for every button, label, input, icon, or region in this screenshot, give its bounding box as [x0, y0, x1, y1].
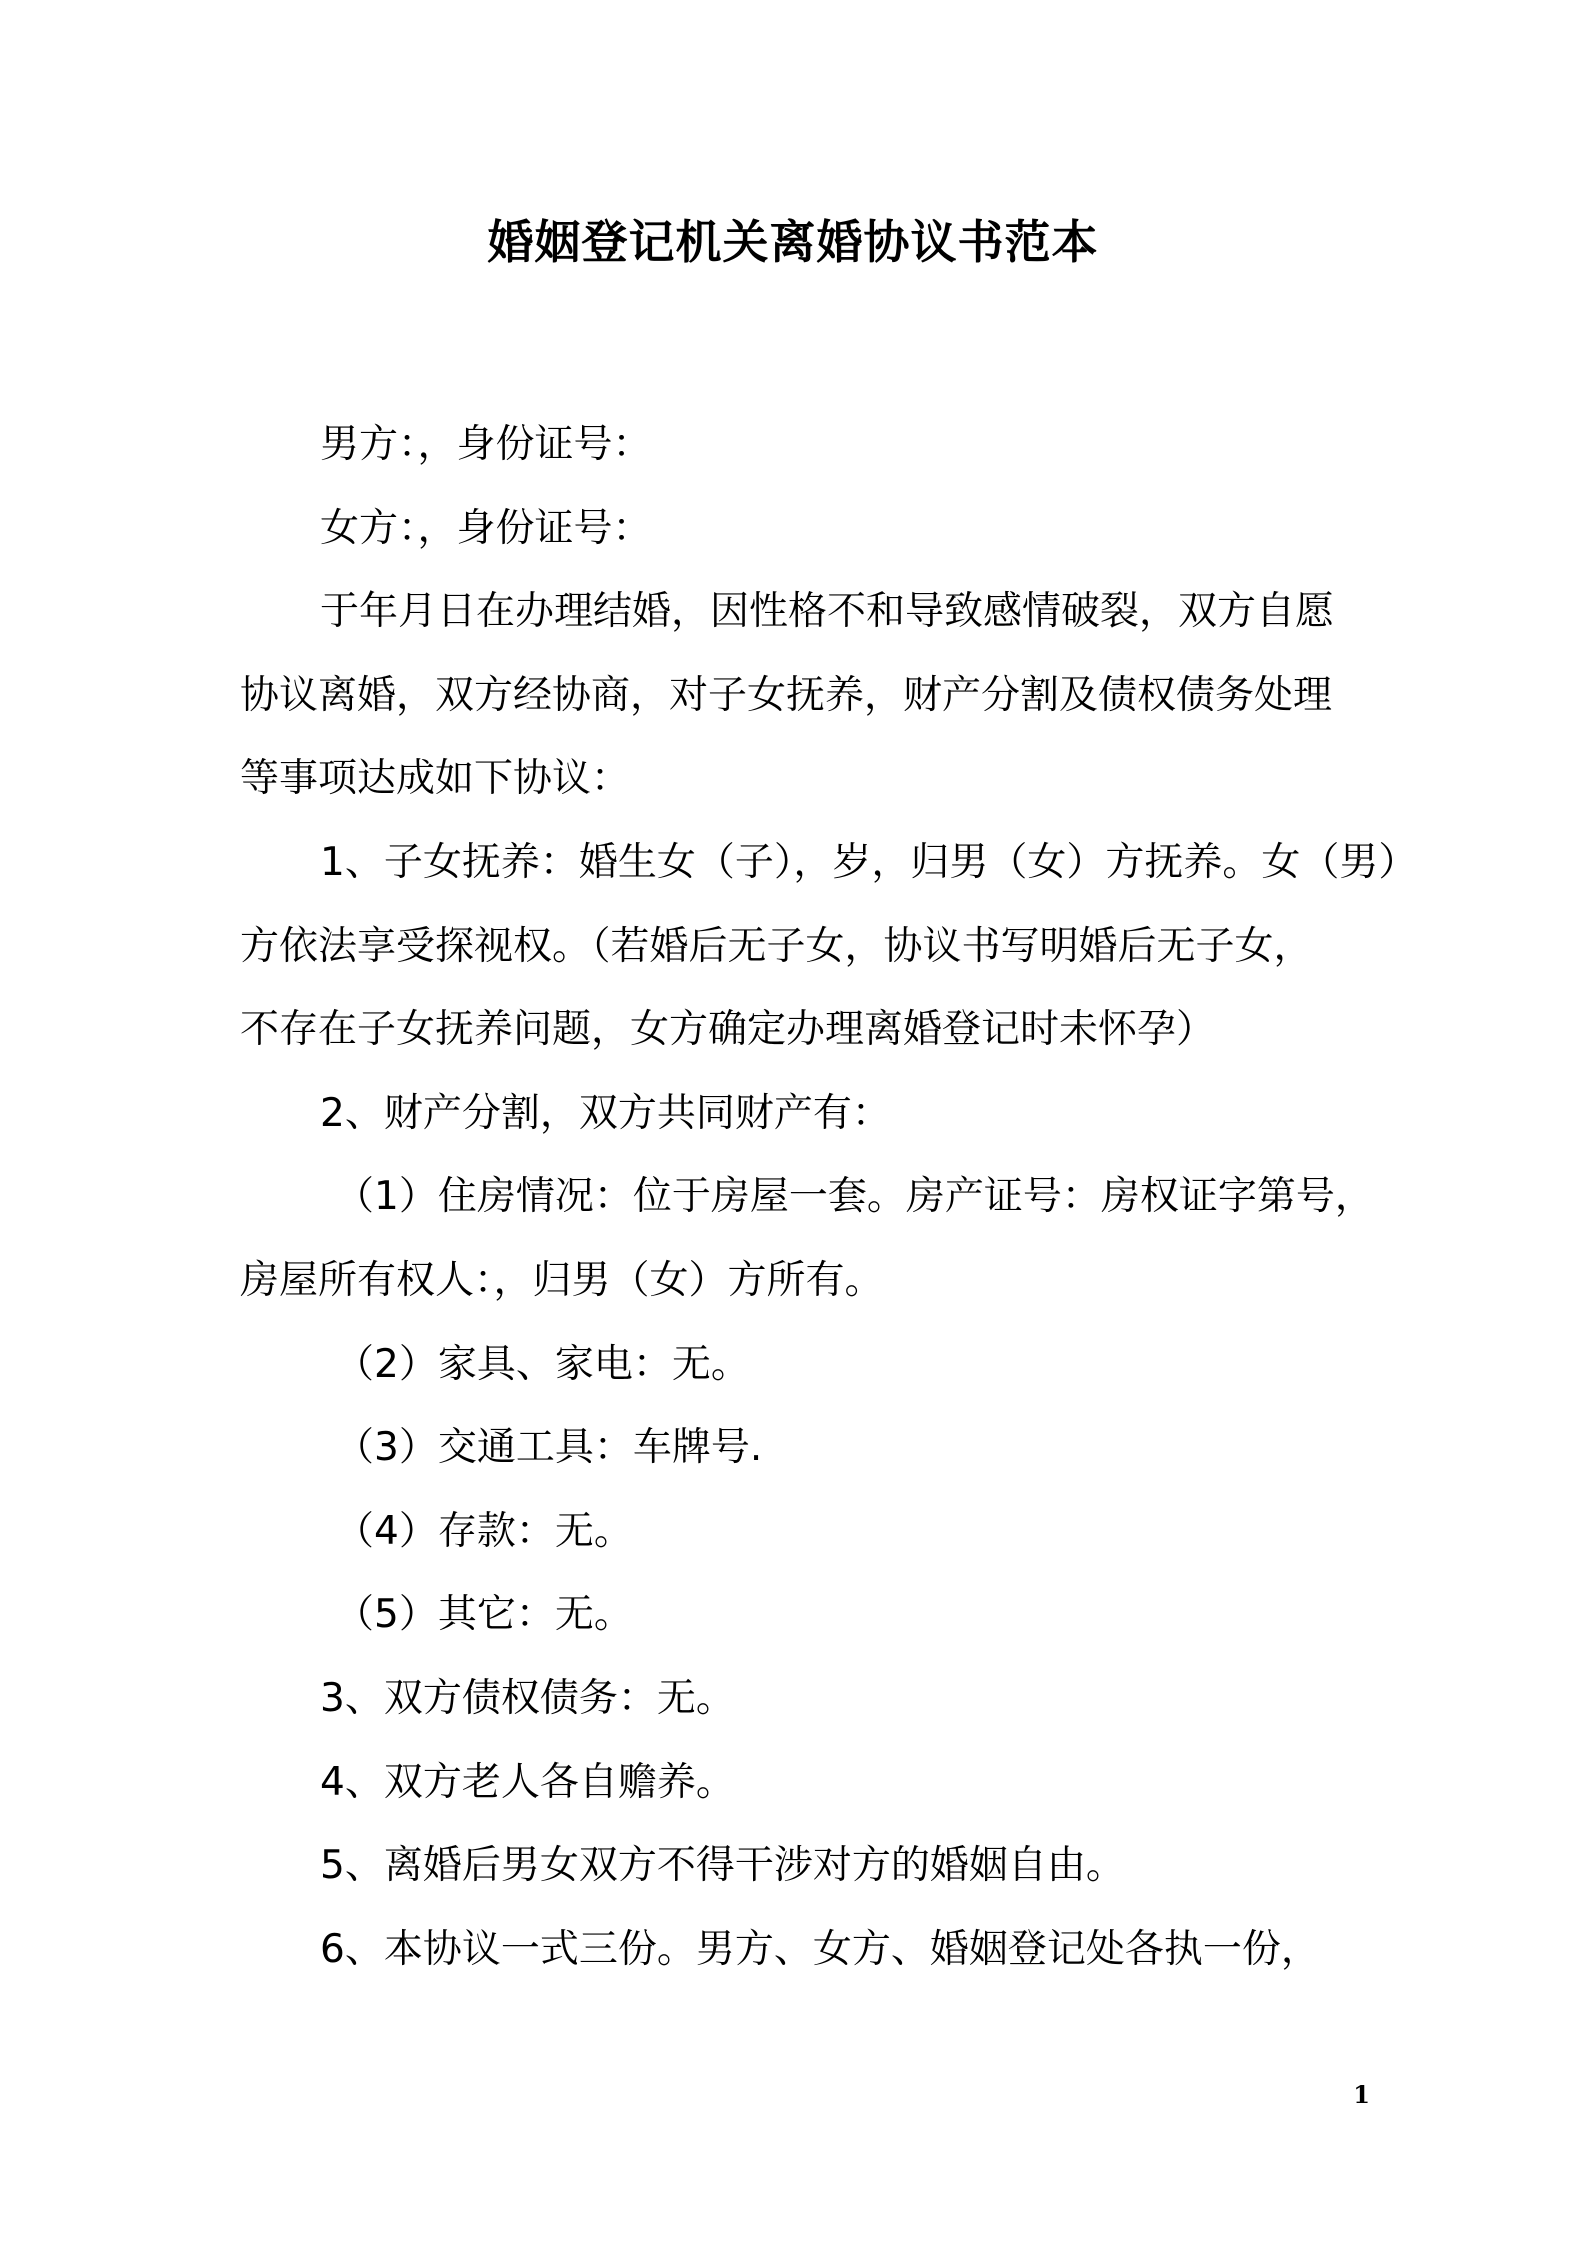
paragraph-intro-line-2: 协议离婚，双方经协商，对子女抚养，财产分割及债权债务处理 — [240, 672, 1333, 718]
clause-1-line-2: 方依法享受探视权。（若婚后无子女，协议书写明婚后无子女， — [240, 923, 1313, 969]
document-body — [240, 403, 1418, 1991]
clause-2-item-3: （3）交通工具：车牌号. — [335, 1425, 763, 1471]
clause-2-item-5: （5）其它：无。 — [335, 1592, 633, 1638]
clause-2-heading: 2、财产分割，双方共同财产有： — [320, 1090, 891, 1136]
clause-2-item-1-line-1: （1）住房情况：位于房屋一套。房产证号：房权证字第号， — [335, 1174, 1374, 1220]
clause-2-item-1-line-2: 房屋所有权人：，归男（女）方所有。 — [240, 1257, 884, 1303]
document-title: 婚姻登记机关离婚协议书范本 — [487, 215, 1099, 269]
paragraph-intro-line-3: 等事项达成如下协议： — [240, 756, 631, 802]
clause-1-line-3: 不存在子女抚养问题，女方确定办理离婚登记时未怀孕） — [240, 1007, 1216, 1053]
clause-2-item-2: （2）家具、家电：无。 — [335, 1341, 750, 1387]
clause-2-item-4: （4）存款：无。 — [335, 1508, 633, 1554]
clause-3: 3、双方债权债务：无。 — [320, 1675, 735, 1721]
clause-1-line-1: 1、子女抚养：婚生女（子），岁，归男（女）方抚养。女（男） — [320, 839, 1418, 885]
line-woman-id: 女方：，身份证号： — [320, 505, 652, 551]
paragraph-intro-line-1: 于年月日在办理结婚，因性格不和导致感情破裂，双方自愿 — [320, 589, 1335, 635]
clause-6: 6、本协议一式三份。男方、女方、婚姻登记处各执一份， — [320, 1926, 1320, 1972]
clause-4: 4、双方老人各自赡养。 — [320, 1759, 735, 1805]
line-man-id: 男方：，身份证号： — [320, 422, 652, 467]
clause-5: 5、离婚后男女双方不得干涉对方的婚姻自由。 — [320, 1843, 1125, 1889]
page-number: 1 — [1353, 2080, 1370, 2109]
